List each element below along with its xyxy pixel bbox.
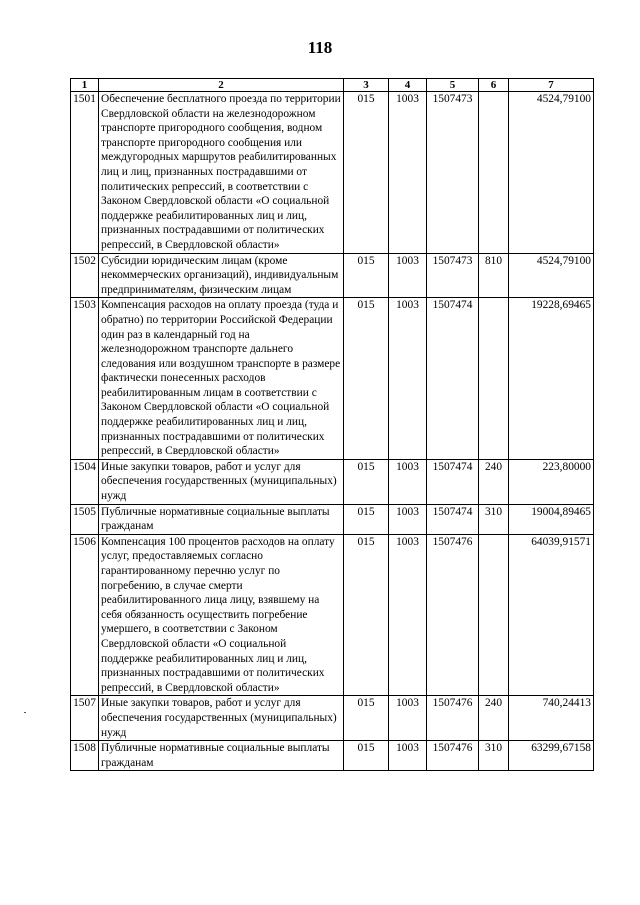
row-ministry-code: 015 — [344, 459, 389, 504]
row-amount: 19228,69465 — [509, 298, 594, 460]
header-col-6: 6 — [479, 79, 509, 92]
row-section-code: 1003 — [389, 534, 427, 696]
page-number: 118 — [307, 38, 333, 57]
row-description: Субсидии юридическим лицам (кроме некоммерческих организаций), индивидуальным предпринимателям, физическим лицам — [99, 253, 344, 298]
row-expense-type — [479, 298, 509, 460]
row-number: 1507 — [71, 696, 99, 741]
header-col-3: 3 — [344, 79, 389, 92]
header-col-4: 4 — [389, 79, 427, 92]
row-section-code: 1003 — [389, 298, 427, 460]
row-expense-type — [479, 534, 509, 696]
row-description: Иные закупки товаров, работ и услуг для обеспечения государственных (муниципальных) нужд — [99, 696, 344, 741]
table-row — [71, 92, 594, 254]
row-description: Компенсация расходов на оплату проезда (туда и обратно) по территории Российской Федерации один раз в календарный год на железнодорожном транспорте дальнего следования или воздушном транспорте в размере фактически понесенных расходов реабилитированным лицам в соответствии с Законом Свердловской области «О социальной поддержке реабилитированных лиц и лиц, признанных пострадавшими от политических репрессий, в Свердловской области» — [99, 298, 344, 460]
row-target-code: 1507474 — [427, 504, 479, 534]
row-target-code: 1507473 — [427, 253, 479, 298]
row-amount: 64039,91571 — [509, 534, 594, 696]
row-description: Компенсация 100 процентов расходов на оплату услуг, предоставляемых согласно гарантированному перечню услуг по погребению, в случае смерти реабилитированного лица лицу, взявшему на себя обязанность осуществить погребение умершего, в соответствии с Законом Свердловской области «О социальной поддержке реабилитированных лиц и лиц, признанных пострадавшими от политических репрессий, в Свердловской области» — [99, 534, 344, 696]
row-expense-type — [479, 92, 509, 254]
table-row — [71, 504, 594, 534]
header-col-2: 2 — [99, 79, 344, 92]
row-section-code: 1003 — [389, 741, 427, 771]
row-number: 1506 — [71, 534, 99, 696]
row-amount: 223,80000 — [509, 459, 594, 504]
row-number: 1503 — [71, 298, 99, 460]
row-section-code: 1003 — [389, 696, 427, 741]
budget-table — [70, 78, 594, 771]
row-ministry-code: 015 — [344, 92, 389, 254]
row-description: Иные закупки товаров, работ и услуг для обеспечения государственных (муниципальных) нужд — [99, 459, 344, 504]
row-number: 1504 — [71, 459, 99, 504]
row-expense-type: 240 — [479, 696, 509, 741]
table-row — [71, 741, 594, 771]
row-expense-type: 240 — [479, 459, 509, 504]
row-target-code: 1507476 — [427, 741, 479, 771]
row-target-code: 1507474 — [427, 298, 479, 460]
row-ministry-code: 015 — [344, 741, 389, 771]
row-number: 1505 — [71, 504, 99, 534]
row-target-code: 1507474 — [427, 459, 479, 504]
row-expense-type: 310 — [479, 741, 509, 771]
row-section-code: 1003 — [389, 253, 427, 298]
table-row — [71, 459, 594, 504]
row-ministry-code: 015 — [344, 534, 389, 696]
row-number: 1508 — [71, 741, 99, 771]
header-row — [71, 79, 594, 92]
row-section-code: 1003 — [389, 459, 427, 504]
scan-speck — [24, 712, 26, 713]
row-number: 1501 — [71, 92, 99, 254]
row-ministry-code: 015 — [344, 696, 389, 741]
row-target-code: 1507476 — [427, 534, 479, 696]
row-amount: 4524,79100 — [509, 253, 594, 298]
row-description: Публичные нормативные социальные выплаты гражданам — [99, 741, 344, 771]
row-expense-type: 810 — [479, 253, 509, 298]
row-section-code: 1003 — [389, 504, 427, 534]
row-ministry-code: 015 — [344, 504, 389, 534]
row-description: Обеспечение бесплатного проезда по территории Свердловской области на железнодорожном транспорте пригородного сообщения, водном транспорте пригородного сообщения или междугородных маршрутов реабилитированных лиц и лиц, признанных пострадавшими от политических репрессий, в соответствии с Законом Свердловской области «О социальной поддержке реабилитированных лиц и лиц, признанных пострадавшими от политических репрессий, в Свердловской области» — [99, 92, 344, 254]
header-col-7: 7 — [509, 79, 594, 92]
row-expense-type: 310 — [479, 504, 509, 534]
row-ministry-code: 015 — [344, 298, 389, 460]
header-col-5: 5 — [427, 79, 479, 92]
row-target-code: 1507476 — [427, 696, 479, 741]
table-row — [71, 298, 594, 460]
table-row — [71, 696, 594, 741]
header-col-1: 1 — [71, 79, 99, 92]
row-target-code: 1507473 — [427, 92, 479, 254]
row-number: 1502 — [71, 253, 99, 298]
row-amount: 4524,79100 — [509, 92, 594, 254]
row-amount: 740,24413 — [509, 696, 594, 741]
table-row — [71, 253, 594, 298]
row-section-code: 1003 — [389, 92, 427, 254]
row-ministry-code: 015 — [344, 253, 389, 298]
row-amount: 63299,67158 — [509, 741, 594, 771]
row-amount: 19004,89465 — [509, 504, 594, 534]
row-description: Публичные нормативные социальные выплаты гражданам — [99, 504, 344, 534]
table-row — [71, 534, 594, 696]
